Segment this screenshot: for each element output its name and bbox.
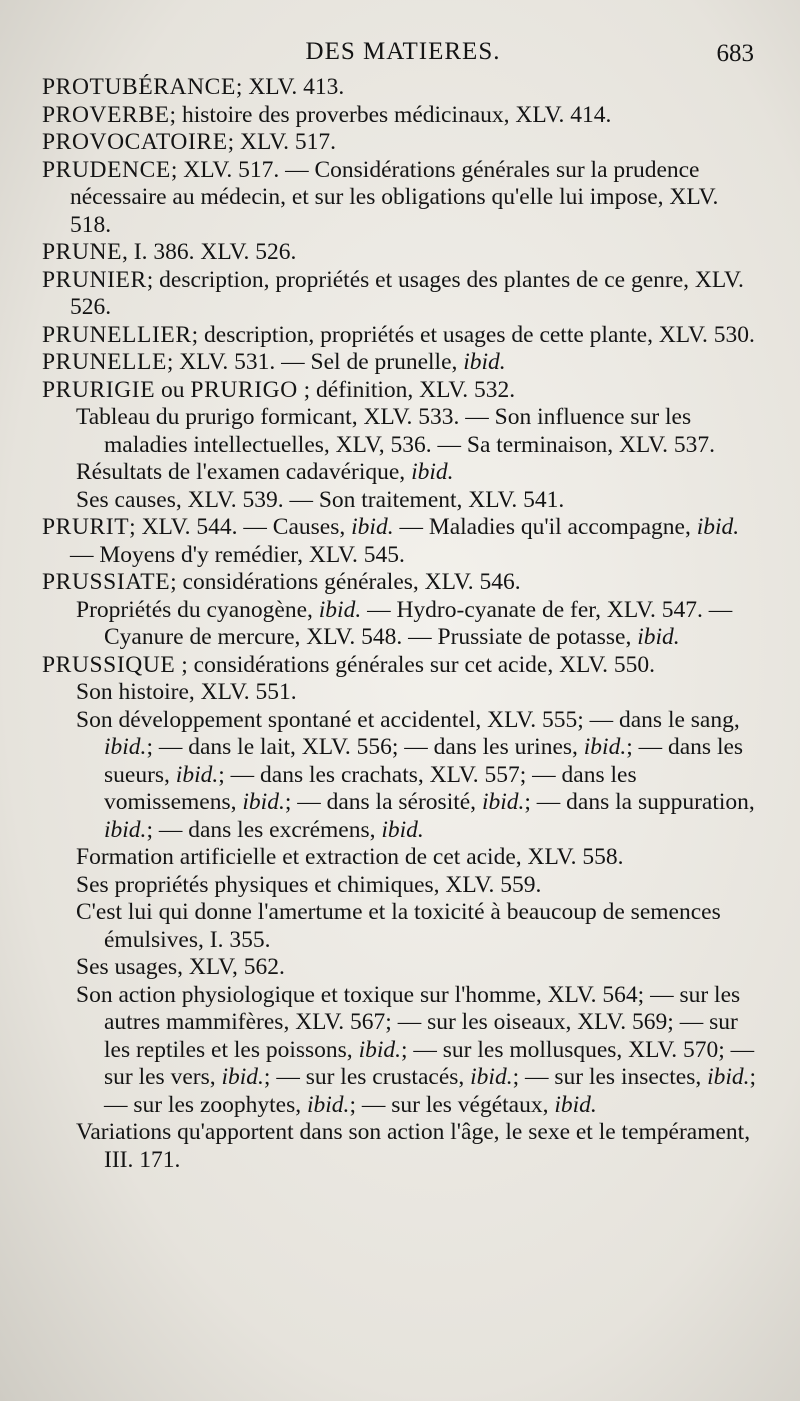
entry-text: — Moyens d'y remédier, XLV. 545.	[70, 541, 405, 568]
entry-keyword: PRURIGO	[190, 376, 298, 403]
entry-text: Résultats de l'examen cadavérique,	[76, 459, 412, 485]
index-entry	[42, 267, 764, 322]
entry-text: ; XLV. 544. — Causes,	[129, 514, 352, 540]
entry-text: ; XLV. 517.	[227, 129, 337, 155]
italic-reference: ibid.	[104, 734, 147, 760]
italic-reference: ibid.	[463, 349, 506, 375]
entry-text: — Maladies qu'il accompagne,	[393, 514, 697, 540]
page-number: 683	[716, 40, 754, 67]
entry-keyword: PRURIT	[42, 514, 130, 540]
entry-keyword: PRUNE	[42, 239, 123, 265]
page-header	[42, 38, 764, 74]
index-entries	[42, 74, 764, 1174]
index-entry	[42, 569, 764, 597]
italic-reference: ibid.	[351, 514, 394, 540]
entry-text: Son histoire, XLV. 551.	[76, 679, 297, 705]
entry-text: ; XLV. 531. — Sel de prunelle,	[166, 349, 464, 375]
entry-text: C'est lui qui donne l'amertume et la toxicité à beaucoup de semences émulsives, I. 355.	[76, 899, 721, 953]
italic-reference: ibid.	[696, 514, 740, 540]
entry-text: ; — dans les excrémens,	[146, 816, 382, 843]
italic-reference: ibid.	[637, 624, 680, 650]
index-entry	[42, 349, 764, 377]
entry-text: ; considérations générales, XLV. 546.	[170, 569, 521, 595]
entry-text: ; — sur les crustacés,	[263, 1064, 471, 1090]
entry-keyword: PRUSSIATE	[42, 569, 171, 595]
entry-text: ; description, propriétés et usages des plantes de ce genre, XLV. 526.	[70, 266, 744, 320]
entry-text: ; — dans la sérosité,	[284, 789, 482, 815]
index-entry	[42, 102, 764, 130]
italic-reference: ibid.	[554, 1091, 597, 1118]
entry-text: ; — dans le lait, XLV. 556; — dans les urines,	[146, 734, 584, 760]
index-subentry	[42, 954, 764, 982]
index-subentry	[42, 982, 764, 1120]
italic-reference: ibid.	[358, 1036, 401, 1063]
entry-keyword: PRURIGIE	[42, 376, 156, 403]
entry-text: ; — dans la suppuration,	[524, 789, 755, 815]
entry-text: ; — sur les végétaux,	[349, 1091, 555, 1118]
index-entry	[42, 322, 764, 350]
entry-text: ; — dans les crachats, XLV. 557; — dans les vomissemens,	[104, 761, 637, 815]
entry-keyword: PRUNELLIER	[42, 321, 192, 348]
entry-text: ; considérations générales sur cet acide, XLV. 550.	[175, 651, 656, 678]
italic-reference: ibid.	[470, 1064, 513, 1090]
index-subentry	[42, 872, 764, 900]
entry-keyword: PROVOCATOIRE	[42, 129, 228, 155]
italic-reference: ibid.	[242, 789, 285, 815]
entry-text: ; XLV. 517. — Considérations générales sur la prudence nécessaire au médecin, et sur les obligations qu'elle lui impose, XLV. 518.	[70, 156, 719, 238]
index-entry	[42, 74, 764, 102]
italic-reference: ibid.	[707, 1064, 750, 1090]
entry-text: Tableau du prurigo formicant, XLV. 533. — Son influence sur les maladies intellectuelles, XLV, 536. — Sa terminaison, XLV. 537.	[76, 404, 715, 458]
entry-text: , I. 386. XLV. 526.	[122, 239, 297, 265]
index-subentry	[42, 844, 764, 872]
index-subentry	[42, 404, 764, 459]
index-entry	[42, 652, 764, 680]
entry-text: ou	[155, 376, 191, 403]
entry-text: Propriétés du cyanogène,	[76, 596, 319, 623]
index-subentry	[42, 679, 764, 707]
index-entry	[42, 377, 764, 405]
italic-reference: ibid.	[381, 816, 424, 843]
index-entry	[42, 129, 764, 157]
index-entry	[42, 514, 764, 569]
italic-reference: ibid.	[481, 789, 525, 815]
entry-text: Ses causes, XLV. 539. — Son traitement, XLV. 541.	[76, 486, 565, 513]
entry-text: ; histoire des proverbes médicinaux, XLV. 414.	[169, 101, 612, 128]
entry-text: ; description, propriétés et usages de cette plante, XLV. 530.	[191, 321, 755, 348]
entry-text: Son action physiologique et toxique sur l'homme, XLV. 564; — sur les autres mammifères, XLV. 567; — sur les oiseaux, XLV. 569; — sur les reptiles et les poissons,	[76, 981, 741, 1063]
entry-text: — Hydro-cyanate de fer, XLV. 547. — Cyanure de mercure, XLV. 548. — Prussiate de potasse,	[104, 596, 733, 650]
index-subentry	[42, 487, 764, 515]
entry-text: Formation artificielle et extraction de cet acide, XLV. 558.	[76, 844, 624, 870]
entry-text: ; définition, XLV. 532.	[297, 376, 516, 403]
entry-keyword: PRUSSIQUE	[42, 651, 176, 678]
entry-text: Son développement spontané et accidentel, XLV. 555; — dans le sang,	[76, 706, 740, 733]
index-subentry	[42, 707, 764, 845]
index-subentry	[42, 1119, 764, 1174]
running-title: DES MATIERES.	[305, 38, 501, 65]
italic-reference: ibid.	[221, 1064, 264, 1090]
italic-reference: ibid.	[175, 761, 219, 788]
italic-reference: ibid.	[583, 734, 627, 760]
italic-reference: ibid.	[104, 816, 147, 843]
entry-text: Variations qu'apportent dans son action l'âge, le sexe et le tempérament, III. 171.	[76, 1119, 751, 1173]
entry-text: ; XLV. 413.	[235, 74, 345, 100]
index-subentry	[42, 899, 764, 954]
entry-text: ; — sur les zoophytes,	[104, 1064, 757, 1118]
index-subentry	[42, 459, 764, 487]
index-entry	[42, 157, 764, 240]
entry-keyword: PRUDENCE	[42, 156, 171, 183]
entry-text: ; — sur les mollusques, XLV. 570; — sur les vers,	[104, 1036, 755, 1090]
entry-text: Ses propriétés physiques et chimiques, XLV. 559.	[76, 871, 542, 898]
index-entry	[42, 239, 764, 267]
entry-keyword: PRUNIER	[42, 266, 147, 293]
entry-keyword: PROVERBE	[42, 101, 170, 128]
italic-reference: ibid.	[411, 459, 454, 485]
italic-reference: ibid.	[318, 596, 362, 623]
entry-text: ; — dans les sueurs,	[104, 734, 744, 788]
entry-keyword: PRUNELLE	[42, 349, 167, 375]
entry-text: Ses usages, XLV, 562.	[76, 954, 285, 980]
italic-reference: ibid.	[307, 1091, 350, 1118]
entry-keyword: PROTUBÉRANCE	[42, 74, 236, 100]
index-subentry	[42, 597, 764, 652]
entry-text: ; — sur les insectes,	[512, 1064, 708, 1090]
